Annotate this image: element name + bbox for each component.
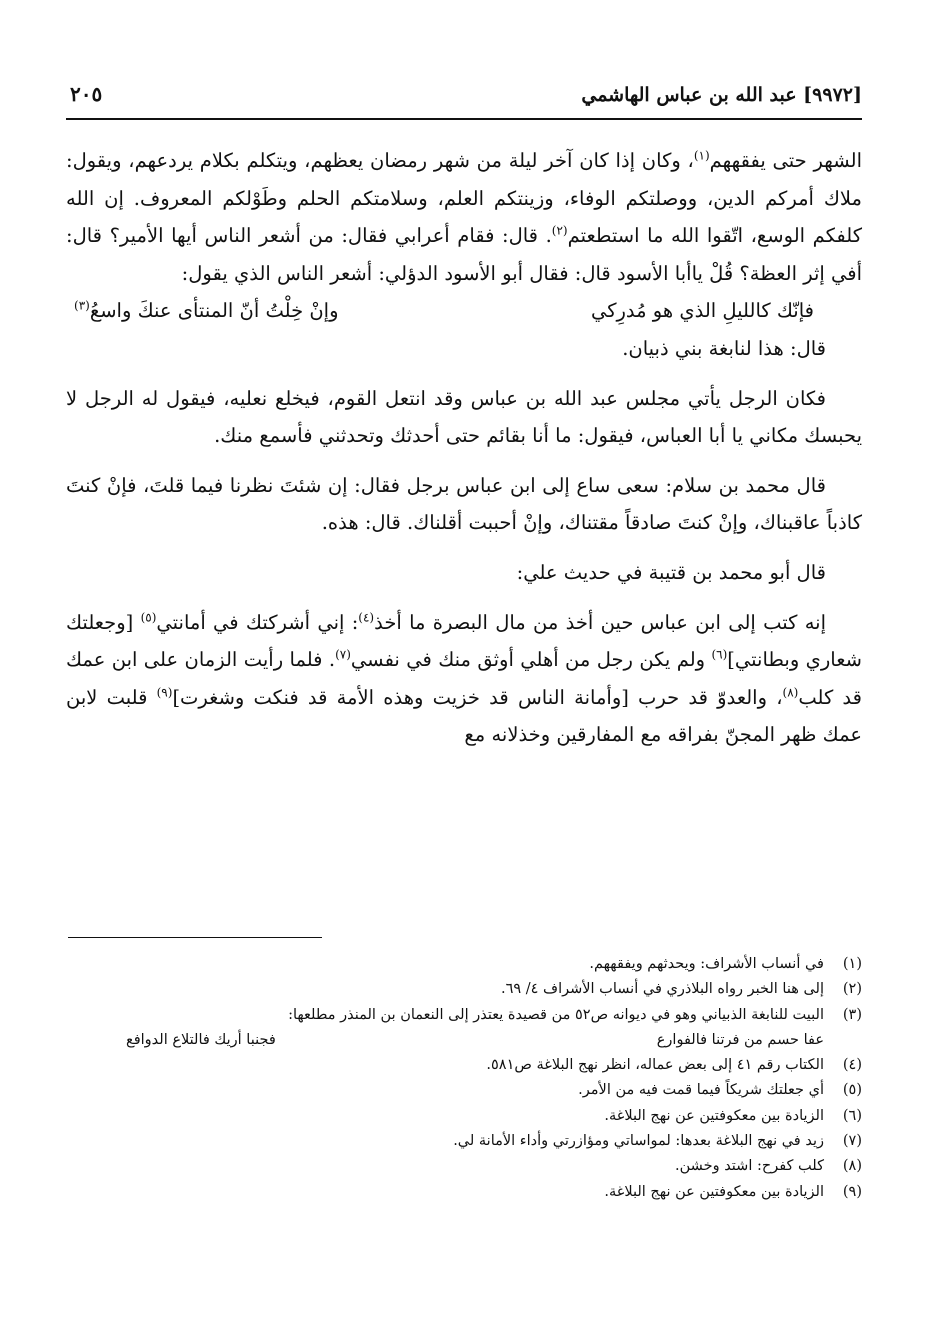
running-header (66, 82, 862, 120)
footnote-number: (٩) (842, 1183, 862, 1200)
footnote-text: زيد في نهج البلاغة بعدها: لمواساتي ومؤازرتي وأداء الأمانة لي. (453, 1133, 824, 1150)
footnote (66, 1053, 862, 1078)
footnote-text: الزيادة بين معكوفتين عن نهج البلاغة. (604, 1183, 824, 1200)
verse-second-hemistich: فجنبا أريك فالتلاع الدوافع (126, 1031, 276, 1048)
footnote (66, 1154, 862, 1179)
footnote-separator (68, 937, 322, 938)
footnote-text: في أنساب الأشراف: ويحدثهم ويفقههم. (589, 956, 824, 972)
footnote-text: البيت للنابغة الذبياني وهو في ديوانه ص٥٢ من قصيدة يعتذر إلى النعمان بن المنذر مطلعها: (288, 1006, 824, 1023)
footnote-text: كلب كفرح: اشتد وخشن. (675, 1158, 824, 1175)
verse-first-hemistich: فإنّك كالليلِ الذي هو مُدرِكي (590, 299, 814, 323)
footnote-verse (66, 1028, 862, 1053)
footnote-mark: (٧) (335, 647, 351, 662)
text-run: . فلما رأيت الزمان على ابن عمك قد كلب (66, 648, 862, 709)
text-run: قال أبو محمد بن قتيبة في حديث علي: (516, 560, 826, 584)
footnote-mark: (٣) (74, 298, 90, 313)
footnote-mark: (٩) (156, 685, 173, 700)
footnote-mark: (٨) (782, 685, 799, 700)
book-page (66, 0, 862, 1342)
verse-second-hemistich: وإنْ خِلْتُ أنّ المنتأى عنكَ واسعُ$^{(٣)}$ (74, 298, 339, 323)
footnote (66, 1003, 862, 1028)
footnote-number: (٧) (842, 1133, 862, 1150)
paragraph (66, 467, 862, 542)
running-title: [٩٩٧٢] عبد الله بن عباس الهاشمي (581, 84, 862, 106)
footnote-text: الزيادة بين معكوفتين عن نهج البلاغة. (604, 1107, 824, 1124)
text-run: ، وكان إذا كان آخر ليلة من شهر رمضان يعظهم، ويتكلم بكلام يردعهم، ويقول: ملاك أمركم الدين، ووصلتكم الوفاء، وزينتكم العلم، وسلامتكم الحلم وطَوْلكم المعروف. إن الله كلفكم الوسع، اتّقوا الله ما استطعتم (66, 149, 862, 248)
footnote-mark: (٤) (358, 610, 375, 625)
text-run: ولم يكن رجل من أهلي أوثق منك في نفسي (350, 648, 712, 672)
paragraph (66, 380, 862, 455)
text-run: : إني أشركتك في أمانتي (156, 610, 359, 634)
footnote-mark: (١) (693, 148, 710, 163)
footnote (66, 1078, 862, 1103)
footnote-text: إلى هنا الخبر رواه البلاذري في أنساب الأشراف ٤/ ٦٩. (500, 981, 824, 998)
text-run: إنه كتب إلى ابن عباس حين أخذ من مال البصرة ما أخذ (374, 610, 827, 634)
footnote-number: (٤) (842, 1057, 862, 1074)
footnote-number: (١) (842, 956, 862, 972)
paragraph (66, 554, 862, 592)
footnotes (66, 952, 862, 1205)
footnote-mark: (٥) (140, 610, 157, 625)
footnote-text: الكتاب رقم ٤١ إلى بعض عماله، انظر نهج البلاغة ص٥٨١. (486, 1057, 824, 1074)
paragraph (66, 142, 862, 292)
text-run: الشهر حتى يفقههم (709, 149, 862, 172)
paragraph (66, 604, 862, 754)
poetry-verse (66, 292, 862, 330)
verse-first-hemistich: عفا حسم من فرتنا فالفوارع (656, 1031, 824, 1048)
footnote-mark: (٦) (711, 647, 728, 662)
main-text (66, 142, 862, 754)
footnote-number: (٦) (842, 1107, 862, 1124)
text-run: [وجعلتك شعاري وبطانتي] (66, 610, 862, 672)
text-run: قال: هذا لنابغة بني ذبيان. (622, 336, 826, 360)
paragraph (66, 330, 862, 368)
text-run: فكان الرجل يأتي مجلس عبد الله بن عباس وقد انتعل القوم، فيخلع نعليه، فيقول له الرجل لا يحبسك مكاني يا أبا العباس، فيقول: ما أنا بقائم حتى أحدثك وتحدثني فأسمع منك. (66, 386, 862, 448)
page-number: ٢٠٥ (70, 82, 103, 106)
footnote (66, 1104, 862, 1129)
footnote (66, 1129, 862, 1154)
footnote (66, 952, 862, 977)
text-run: قلبت لابن عمك ظهر المجنّ بفراقه مع المفارقين وخذلانه مع (66, 685, 862, 747)
footnote-number: (٢) (842, 981, 862, 998)
footnote (66, 1180, 862, 1205)
text-run: . قال: فقام أعرابي فقال: من أشعر الناس أيها الأمير؟ قال: أفي إثر العظة؟ قُلْ ياأبا الأسود قال: فقال أبو الأسود الدؤلي: أشعر الناس الذي يقول: (66, 224, 862, 285)
footnote-number: (٣) (842, 1006, 862, 1023)
footnote-number: (٥) (842, 1082, 862, 1099)
text-run: قال محمد بن سلام: سعى ساع إلى ابن عباس برجل فقال: إن شئتَ نظرنا فيما قلتَ، فإنْ كنتَ كاذباً عاقبناك، وإنْ كنتَ صادقاً مقتناك، وإنْ أحببت أقلناك. قال: هذه. (66, 473, 862, 535)
footnote (66, 977, 862, 1002)
text-run: ، والعدوّ قد حرب [وأمانة الناس قد خزيت وهذه الأمة قد فنكت وشغرت] (172, 685, 783, 709)
footnote-number: (٨) (842, 1158, 862, 1175)
footnote-text: أي جعلتك شريكاً فيما قمت فيه من الأمر. (578, 1082, 824, 1099)
footnote-mark: (٢) (551, 223, 568, 238)
